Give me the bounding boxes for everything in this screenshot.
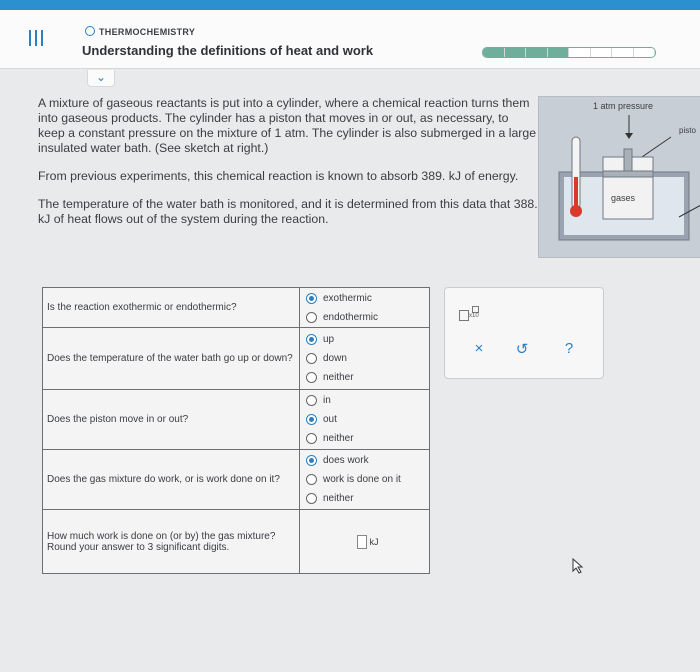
option-does-work[interactable] bbox=[306, 451, 429, 470]
progress-segment bbox=[634, 48, 656, 57]
question-3: Does the piston move in or out? bbox=[43, 390, 300, 450]
unit-label: kJ bbox=[369, 536, 379, 547]
topic-circle-icon bbox=[85, 26, 95, 36]
undo-button[interactable]: ↺ bbox=[515, 341, 529, 358]
progress-segment bbox=[548, 48, 570, 57]
option-label: endothermic bbox=[323, 311, 379, 323]
question-1: Is the reaction exothermic or endothermic? bbox=[43, 288, 300, 328]
work-answer-field[interactable] bbox=[306, 535, 429, 549]
clear-button[interactable]: × bbox=[474, 340, 484, 357]
radio-selected-icon[interactable] bbox=[306, 293, 317, 304]
option-label: down bbox=[323, 353, 347, 364]
answer-2 bbox=[300, 328, 430, 390]
problem-paragraph-1: A mixture of gaseous reactants is put into a cylinder, where a chemical reaction turns them into gaseous products. The cylinder has a piston that moves in or out, as necessary, to keep a constant pressure on the mixture of 1 atm. The cylinder is also submerged in a large insulated water bath. (See sketch at right.) bbox=[38, 96, 537, 155]
question-2: Does the temperature of the water bath go up or down? bbox=[43, 328, 300, 390]
answer-4 bbox=[300, 450, 430, 510]
radio-icon[interactable] bbox=[306, 474, 317, 485]
progress-segment bbox=[612, 48, 634, 57]
scientific-notation-button[interactable] bbox=[459, 306, 483, 322]
option-in[interactable] bbox=[306, 391, 429, 410]
piston-label: pisto bbox=[679, 126, 696, 135]
option-label: work is done on it bbox=[323, 474, 401, 485]
piston-rod bbox=[624, 149, 632, 171]
header bbox=[0, 10, 700, 69]
option-label: neither bbox=[323, 493, 354, 504]
progress-segment bbox=[505, 48, 527, 57]
piston bbox=[603, 171, 653, 177]
page-title: Understanding the definitions of heat and work bbox=[82, 43, 374, 58]
progress-bar bbox=[482, 47, 656, 58]
option-neither[interactable] bbox=[306, 368, 429, 387]
radio-icon[interactable] bbox=[306, 353, 317, 364]
option-out[interactable] bbox=[306, 410, 429, 429]
option-work-done-on-it[interactable] bbox=[306, 470, 429, 489]
menu-icon[interactable] bbox=[25, 26, 47, 50]
option-label: neither bbox=[323, 433, 354, 444]
tools-panel bbox=[444, 287, 604, 379]
option-up[interactable] bbox=[306, 330, 429, 349]
option-label: neither bbox=[323, 372, 354, 383]
thermometer-fluid bbox=[574, 177, 578, 209]
arrow-head bbox=[625, 133, 633, 139]
radio-icon[interactable] bbox=[306, 395, 317, 406]
option-label: up bbox=[323, 334, 335, 345]
chevron-down-icon[interactable]: ⌄ bbox=[87, 70, 115, 87]
option-neither[interactable] bbox=[306, 429, 429, 448]
mouse-cursor-icon bbox=[572, 558, 584, 574]
option-down[interactable] bbox=[306, 349, 429, 368]
option-label: exothermic bbox=[323, 292, 372, 304]
progress-segment bbox=[569, 48, 591, 57]
piston-pointer-line bbox=[639, 137, 671, 159]
topic-label bbox=[85, 26, 195, 37]
progress-segment bbox=[526, 48, 548, 57]
sci-label: x10 bbox=[469, 313, 479, 319]
option-label: in bbox=[323, 395, 331, 406]
option-label: does work bbox=[323, 455, 369, 466]
problem-paragraph-3: The temperature of the water bath is monitored, and it is determined from this data that 388. kJ of heat flows out of the system during the reaction. bbox=[38, 197, 538, 226]
question-table bbox=[42, 287, 430, 574]
gases-label: gases bbox=[611, 193, 636, 203]
question-4: Does the gas mixture do work, or is work done on it? bbox=[43, 450, 300, 510]
help-button[interactable]: ? bbox=[564, 340, 574, 357]
answer-3 bbox=[300, 390, 430, 450]
option-label: out bbox=[323, 414, 337, 425]
radio-selected-icon[interactable] bbox=[306, 334, 317, 345]
pressure-label: 1 atm pressure bbox=[593, 101, 654, 111]
radio-selected-icon[interactable] bbox=[306, 455, 317, 466]
top-strip bbox=[0, 0, 700, 10]
progress-segment bbox=[591, 48, 613, 57]
radio-icon[interactable] bbox=[306, 312, 317, 323]
answer-1 bbox=[300, 288, 430, 328]
radio-icon[interactable] bbox=[306, 372, 317, 383]
option-exothermic[interactable] bbox=[306, 289, 429, 308]
radio-selected-icon[interactable] bbox=[306, 414, 317, 425]
topic-text: THERMOCHEMISTRY bbox=[99, 27, 196, 37]
question-5: How much work is done on (or by) the gas mixture? Round your answer to 3 significant digits. bbox=[43, 510, 300, 574]
option-neither[interactable] bbox=[306, 489, 429, 508]
progress-segment bbox=[483, 48, 505, 57]
thermometer-bulb bbox=[570, 205, 582, 217]
answer-input-box[interactable] bbox=[357, 535, 367, 549]
radio-icon[interactable] bbox=[306, 433, 317, 444]
radio-icon[interactable] bbox=[306, 493, 317, 504]
answer-5 bbox=[300, 510, 430, 574]
problem-paragraph-2: From previous experiments, this chemical reaction is known to absorb 389. kJ of energy. bbox=[38, 169, 519, 183]
problem-statement bbox=[38, 96, 538, 240]
sketch-drawing bbox=[539, 97, 700, 257]
option-endothermic[interactable] bbox=[306, 308, 429, 327]
cylinder-sketch bbox=[538, 96, 700, 258]
